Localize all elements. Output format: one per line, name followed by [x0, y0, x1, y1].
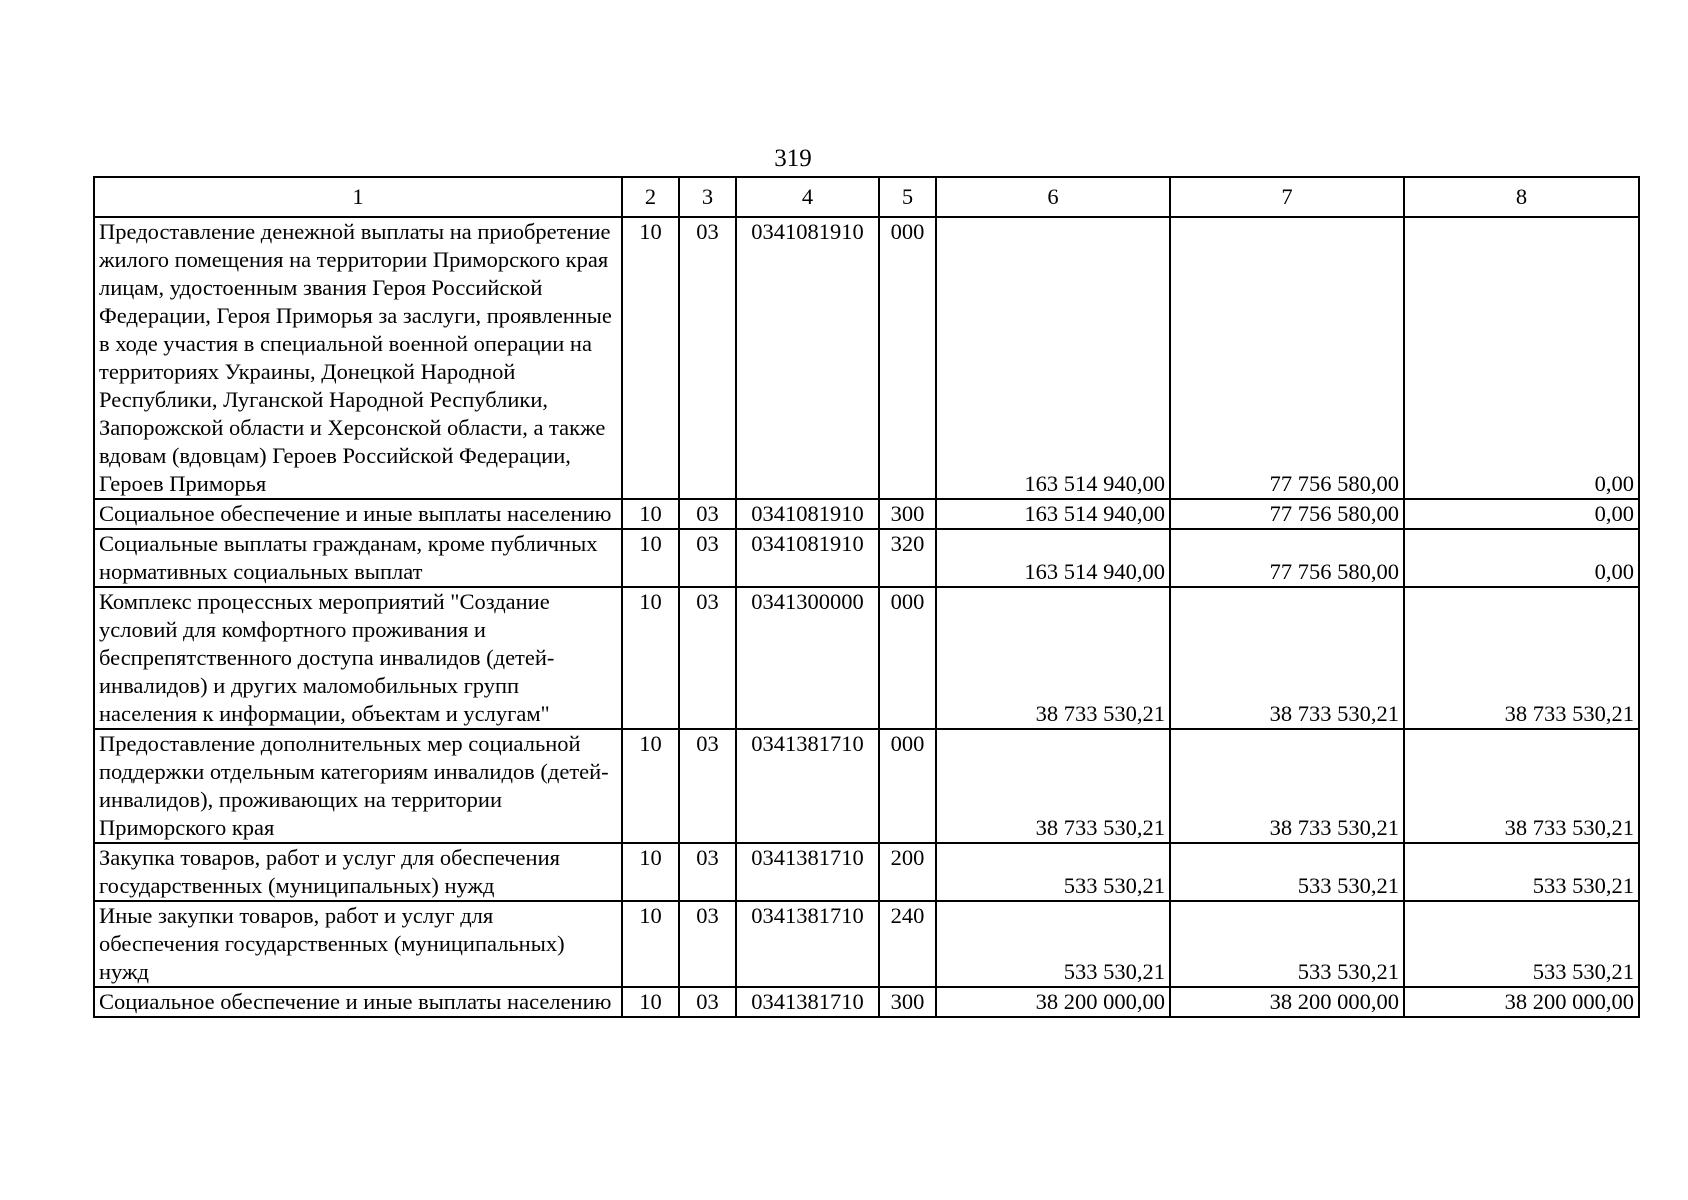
row-subsection-code: 03 — [679, 529, 736, 587]
row-description: Закупка товаров, работ и услуг для обеспечения государственных (муниципальных) нужд — [94, 843, 622, 901]
table-row — [94, 729, 1639, 843]
row-section-code: 10 — [622, 529, 679, 587]
row-target-article-code: 0341081910 — [736, 529, 879, 587]
row-expense-type-code: 320 — [879, 529, 936, 587]
row-expense-type-code: 240 — [879, 901, 936, 987]
row-subsection-code: 03 — [679, 587, 736, 729]
row-description: Социальное обеспечение и иные выплаты населению — [94, 987, 622, 1017]
row-expense-type-code: 300 — [879, 987, 936, 1017]
row-section-code: 10 — [622, 217, 679, 499]
row-section-code: 10 — [622, 843, 679, 901]
row-amount-col6: 38 733 530,21 — [936, 729, 1170, 843]
header-row — [94, 177, 1639, 217]
row-expense-type-code: 000 — [879, 729, 936, 843]
row-section-code: 10 — [622, 729, 679, 843]
row-amount-col6: 533 530,21 — [936, 901, 1170, 987]
row-target-article-code: 0341081910 — [736, 217, 879, 499]
row-amount-col7: 533 530,21 — [1170, 901, 1404, 987]
row-amount-col6: 163 514 940,00 — [936, 499, 1170, 529]
row-amount-col6: 163 514 940,00 — [936, 217, 1170, 499]
header-cell-8: 8 — [1404, 177, 1639, 217]
row-amount-col6: 163 514 940,00 — [936, 529, 1170, 587]
row-amount-col8: 38 733 530,21 — [1404, 587, 1639, 729]
row-amount-col7: 38 733 530,21 — [1170, 729, 1404, 843]
row-amount-col6: 38 733 530,21 — [936, 587, 1170, 729]
header-cell-2: 2 — [622, 177, 679, 217]
row-amount-col7: 38 200 000,00 — [1170, 987, 1404, 1017]
row-expense-type-code: 200 — [879, 843, 936, 901]
page-number-text: 319 — [774, 145, 812, 172]
table-row — [94, 901, 1639, 987]
row-expense-type-code: 300 — [879, 499, 936, 529]
row-section-code: 10 — [622, 587, 679, 729]
row-subsection-code: 03 — [679, 843, 736, 901]
row-description: Социальное обеспечение и иные выплаты населению — [94, 499, 622, 529]
table-body — [94, 217, 1639, 1017]
budget-table — [93, 176, 1640, 1018]
row-amount-col8: 533 530,21 — [1404, 843, 1639, 901]
row-amount-col8: 38 733 530,21 — [1404, 729, 1639, 843]
row-amount-col8: 0,00 — [1404, 499, 1639, 529]
row-subsection-code: 03 — [679, 217, 736, 499]
row-description: Иные закупки товаров, работ и услуг для обеспечения государственных (муниципальных) нужд — [94, 901, 622, 987]
row-description: Социальные выплаты гражданам, кроме публичных нормативных социальных выплат — [94, 529, 622, 587]
row-target-article-code: 0341381710 — [736, 987, 879, 1017]
row-subsection-code: 03 — [679, 901, 736, 987]
row-subsection-code: 03 — [679, 499, 736, 529]
row-amount-col7: 77 756 580,00 — [1170, 217, 1404, 499]
table-row — [94, 587, 1639, 729]
row-description: Предоставление денежной выплаты на приобретение жилого помещения на территории Приморского края лицам, удостоенным звания Героя Российской Федерации, Героя Приморья за заслуги, проявленные в ходе участия в специальной военной операции на территориях Украины, Донецкой Народной Республики, Луганской Народной Республики, Запорожской области и Херсонской области, а также вдовам (вдовцам) Героев Российской Федерации, Героев Приморья — [94, 217, 622, 499]
row-target-article-code: 0341381710 — [736, 729, 879, 843]
row-amount-col8: 0,00 — [1404, 217, 1639, 499]
table-header — [94, 177, 1639, 217]
header-cell-3: 3 — [679, 177, 736, 217]
row-description: Комплекс процессных мероприятий "Создание условий для комфортного проживания и беспрепятственного доступа инвалидов (детей-инвалидов) и других маломобильных групп населения к информации, объектам и услугам" — [94, 587, 622, 729]
header-cell-7: 7 — [1170, 177, 1404, 217]
table-row — [94, 843, 1639, 901]
table-row — [94, 987, 1639, 1017]
row-section-code: 10 — [622, 499, 679, 529]
row-target-article-code: 0341081910 — [736, 499, 879, 529]
table-row — [94, 529, 1639, 587]
row-amount-col6: 38 200 000,00 — [936, 987, 1170, 1017]
page-number — [0, 144, 1688, 174]
row-target-article-code: 0341300000 — [736, 587, 879, 729]
row-amount-col8: 0,00 — [1404, 529, 1639, 587]
row-section-code: 10 — [622, 987, 679, 1017]
row-target-article-code: 0341381710 — [736, 843, 879, 901]
row-description: Предоставление дополнительных мер социальной поддержки отдельным категориям инвалидов (детей-инвалидов), проживающих на территории Приморского края — [94, 729, 622, 843]
header-cell-6: 6 — [936, 177, 1170, 217]
header-cell-4: 4 — [736, 177, 879, 217]
row-amount-col6: 533 530,21 — [936, 843, 1170, 901]
row-expense-type-code: 000 — [879, 587, 936, 729]
row-section-code: 10 — [622, 901, 679, 987]
table-row — [94, 499, 1639, 529]
row-expense-type-code: 000 — [879, 217, 936, 499]
header-cell-1: 1 — [94, 177, 622, 217]
row-subsection-code: 03 — [679, 987, 736, 1017]
row-amount-col7: 77 756 580,00 — [1170, 529, 1404, 587]
row-amount-col7: 77 756 580,00 — [1170, 499, 1404, 529]
table-row — [94, 217, 1639, 499]
row-target-article-code: 0341381710 — [736, 901, 879, 987]
row-subsection-code: 03 — [679, 729, 736, 843]
header-cell-5: 5 — [879, 177, 936, 217]
row-amount-col7: 38 733 530,21 — [1170, 587, 1404, 729]
row-amount-col8: 533 530,21 — [1404, 901, 1639, 987]
row-amount-col7: 533 530,21 — [1170, 843, 1404, 901]
row-amount-col8: 38 200 000,00 — [1404, 987, 1639, 1017]
